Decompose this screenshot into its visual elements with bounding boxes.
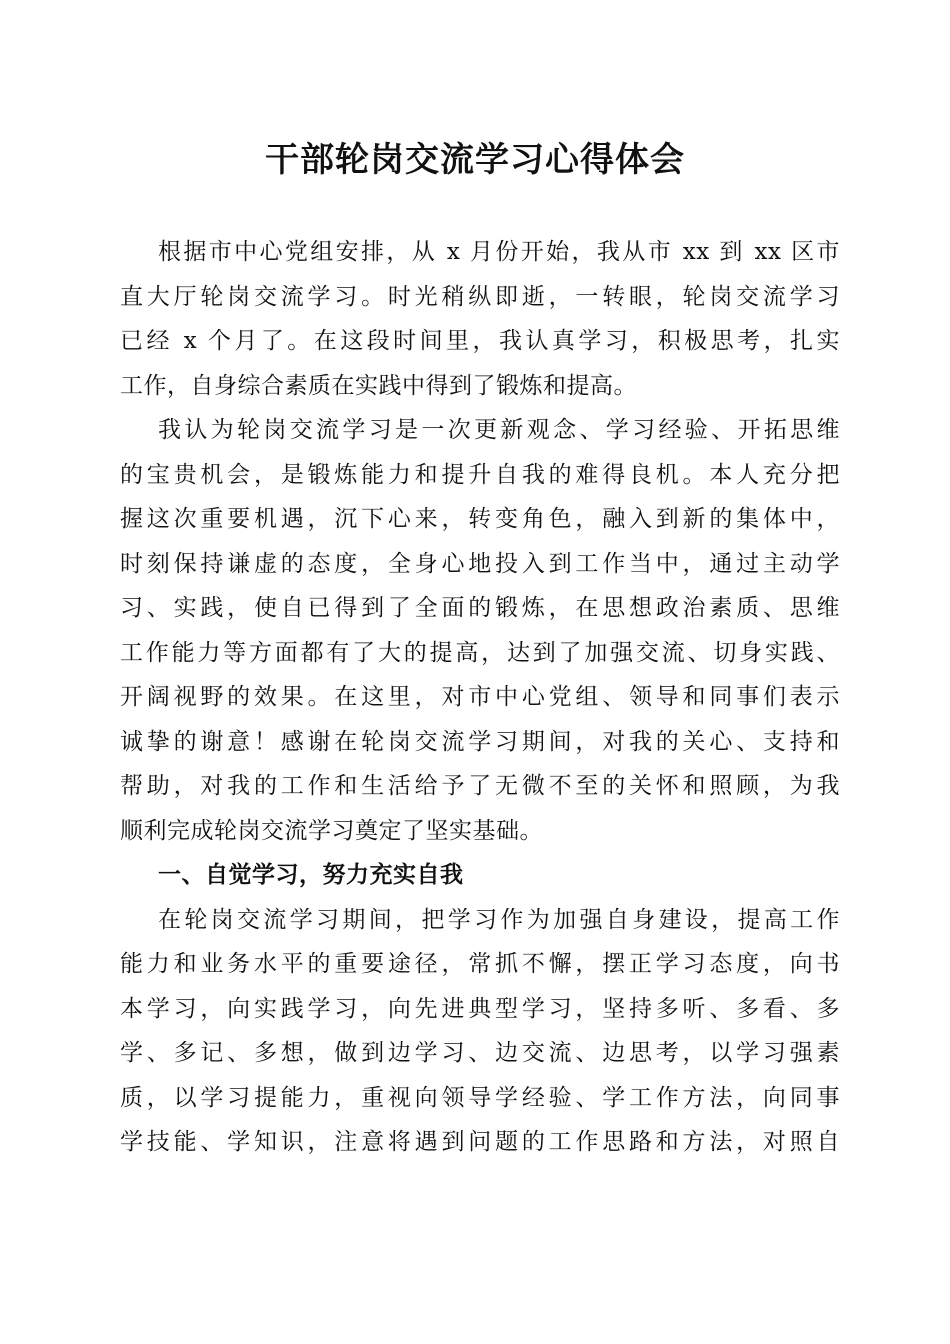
paragraph-3-line-1: 在轮岗交流学习期间，把学习作为加强自身建设，提高工作: [158, 906, 840, 933]
paragraph-2-line-4: 时刻保持谦虚的态度，全身心地投入到工作当中，通过主动学: [120, 550, 840, 577]
paragraph-3-line-5: 质，以学习提能力，重视向领导学经验、学工作方法，向同事: [120, 1084, 840, 1111]
paragraph-3-line-6: 学技能、学知识，注意将遇到问题的工作思路和方法，对照自: [120, 1129, 840, 1155]
section-heading-1: 一、自觉学习，努力充实自我: [158, 862, 464, 888]
paragraph-1-line-1: 根据市中心党组安排，从 x 月份开始，我从市 xx 到 xx 区市: [158, 239, 840, 265]
paragraph-1-line-2: 直大厅轮岗交流学习。时光稍纵即逝，一转眼，轮岗交流学习: [120, 283, 840, 310]
paragraph-2-line-6: 工作能力等方面都有了大的提高，达到了加强交流、切身实践、: [120, 639, 840, 666]
paragraph-2-line-7: 开阔视野的效果。在这里，对市中心党组、领导和同事们表示: [120, 684, 840, 710]
paragraph-2-line-2: 的宝贵机会，是锻炼能力和提升自我的难得良机。本人充分把: [120, 461, 840, 488]
paragraph-3-line-4: 学、多记、多想，做到边学习、边交流、边思考，以学习强素: [120, 1040, 840, 1066]
paragraph-2-line-8: 诚挚的谢意！感谢在轮岗交流学习期间，对我的关心、支持和: [120, 728, 840, 755]
paragraph-2-line-9: 帮助，对我的工作和生活给予了无微不至的关怀和照顾，为我: [120, 773, 840, 799]
paragraph-1-line-4: 工作，自身综合素质在实践中得到了锻炼和提高。: [120, 372, 637, 399]
paragraph-2-line-5: 习、实践，使自已得到了全面的锻炼，在思想政治素质、思维: [120, 595, 840, 621]
paragraph-2-line-10: 顺利完成轮岗交流学习奠定了坚实基础。: [120, 817, 543, 844]
paragraph-2-line-1: 我认为轮岗交流学习是一次更新观念、学习经验、开拓思维: [158, 417, 840, 443]
paragraph-1-line-3: 已经 x 个月了。在这段时间里，我认真学习，积极思考，扎实: [120, 328, 840, 354]
document-body: [120, 230, 840, 1165]
paragraph-3-line-3: 本学习，向实践学习，向先进典型学习，坚持多听、多看、多: [120, 995, 840, 1022]
paragraph-2-line-3: 握这次重要机遇，沉下心来，转变角色，融入到新的集体中，: [120, 506, 840, 532]
paragraph-3-line-2: 能力和业务水平的重要途径，常抓不懈，摆正学习态度，向书: [120, 951, 840, 977]
document-title: 干部轮岗交流学习心得体会: [265, 140, 685, 180]
